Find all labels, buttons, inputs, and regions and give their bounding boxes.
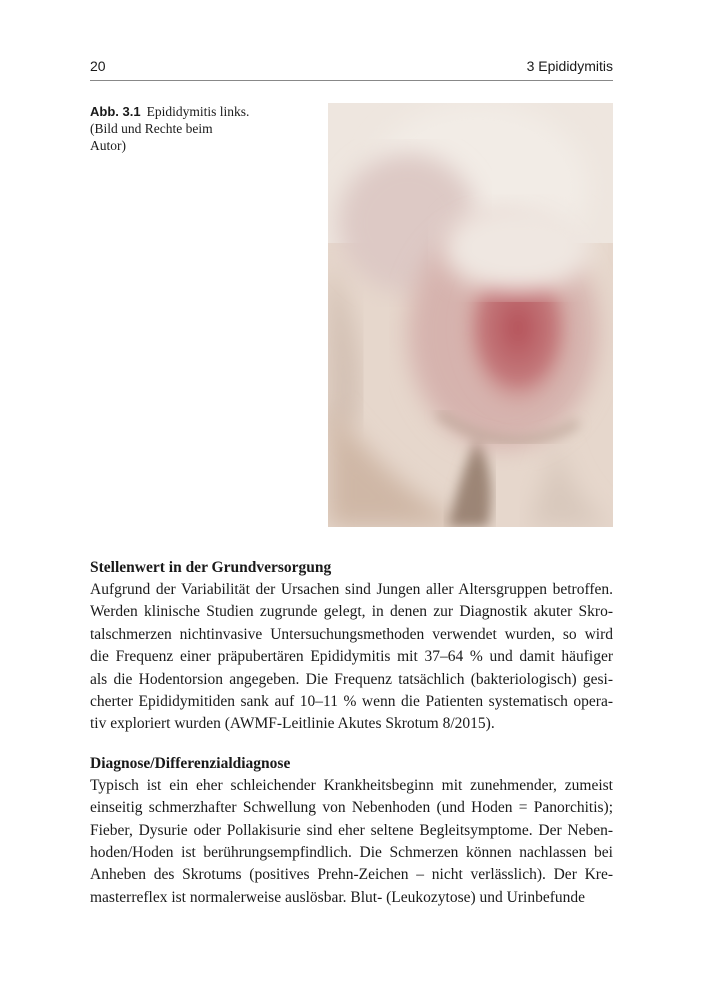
text-line: Aufgrund der Variabilität der Ursachen sind Jungen aller Altersgruppen betroffen. bbox=[90, 581, 613, 598]
text-line: einseitig schmerzhafter Schwellung von Nebenhoden (und Hoden = Panorchitis); bbox=[90, 799, 613, 817]
text-line: Fieber, Dysurie oder Pollakisurie sind eher seltene Begleitsymptome. Der Neben- bbox=[90, 821, 613, 839]
figure-caption bbox=[90, 103, 250, 154]
body-text bbox=[90, 557, 613, 909]
running-head bbox=[90, 56, 613, 81]
text-line: die Frequenz einer präpubertären Epididymitis mit 37–64 % und damit häufiger bbox=[90, 648, 613, 666]
text-line: als die Hodentorsion angegeben. Die Frequenz tatsächlich (bakteriologisch) gesi- bbox=[90, 670, 613, 688]
section-heading: Diagnose/Differenzialdiagnose bbox=[90, 754, 291, 772]
clinical-photo-illustration bbox=[328, 103, 613, 527]
figure-caption-text: Epididymitis links. (Bild und Rechte beim Autor) bbox=[90, 104, 250, 153]
text-line: hoden/Hoden ist berührungsempfindlich. Die Schmerzen können nachlassen bei bbox=[90, 844, 613, 862]
paragraph bbox=[90, 775, 613, 909]
figure-photo bbox=[328, 103, 613, 527]
text-line: tiv exploriert wurden (AWMF-Leitlinie Akutes Skrotum 8/2015). bbox=[90, 715, 495, 733]
text-line: Werden klinische Studien zugrunde gelegt, in denen zur Diagnostik akuter Skro- bbox=[90, 603, 613, 621]
paragraph bbox=[90, 579, 613, 736]
text-line: masterreflex ist normalerweise auslösbar. Blut- (Leukozytose) und Urinbefunde bbox=[90, 888, 585, 906]
page-number: 20 bbox=[90, 58, 106, 74]
text-line: Typisch ist ein eher schleichender Krankheitsbeginn mit zunehmender, zumeist bbox=[90, 776, 613, 794]
text-line: cherter Epididymitiden sank auf 10–11 % wenn die Patienten systematisch opera- bbox=[90, 693, 613, 711]
chapter-title: 3 Epididymitis bbox=[526, 58, 613, 74]
section-heading: Stellenwert in der Grundversorgung bbox=[90, 559, 332, 576]
text-line: talschmerzen nichtinvasive Untersuchungsmethoden verwendet wurden, so wird bbox=[90, 625, 613, 643]
figure-label: Abb. 3.1 bbox=[90, 104, 141, 119]
text-line: Anheben des Skrotums (positives Prehn-Zeichen – nicht verlässlich). Der Kre- bbox=[90, 866, 613, 884]
